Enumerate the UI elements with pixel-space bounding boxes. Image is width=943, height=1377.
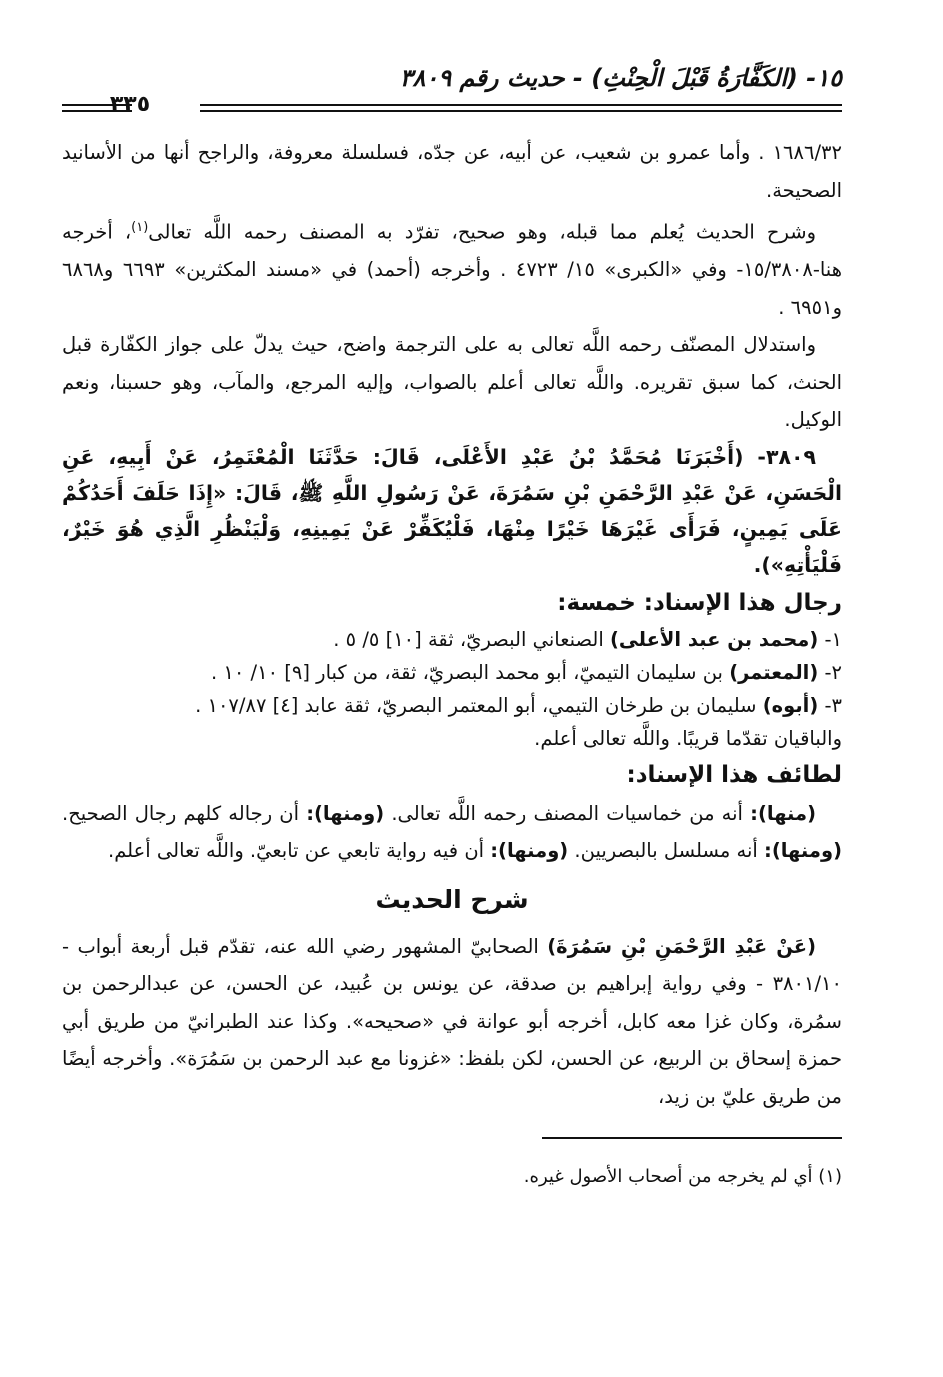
paragraph-1: ١٦٨٦/٣٢ . وأما عمرو بن شعيب، عن أبيه، عن جدّه، فسلسلة معروفة، والراجح أنها من الأسانيد الصحيحة. xyxy=(62,141,842,202)
lataif-marker: (ومنها): xyxy=(306,801,385,825)
narrator-name: (أبوه) xyxy=(762,693,819,717)
narrator-number: ٣- xyxy=(824,693,842,717)
lataif-marker: (ومنها): xyxy=(764,839,842,862)
rijal-closing: والباقيان تقدّما قريبًا. واللَّه تعالى أعلم. xyxy=(534,726,842,750)
lataif-text: أنه من خماسيات المصنف رحمه اللَّه تعالى. xyxy=(384,801,751,825)
narrator-description: بن سليمان التيميّ، أبو محمد البصريّ، ثقة، من كبار [٩] ١٠/ ١٠ . xyxy=(210,660,730,684)
sharh-lead: (عَنْ عَبْدِ الرَّحْمَنِ بْنِ سَمُرَةَ) xyxy=(547,934,817,958)
footnote-separator xyxy=(542,1137,842,1139)
running-header xyxy=(62,60,842,117)
narrator-number: ٢- xyxy=(824,660,842,684)
sharh-heading: شرح الحديث xyxy=(375,884,529,914)
narrator-item xyxy=(62,656,842,689)
header-double-rule xyxy=(200,104,842,112)
book-page xyxy=(62,60,842,1191)
page-number: ٣٣٥ xyxy=(109,92,151,117)
lataif-text: أن رجاله كلهم رجال الصحيح. xyxy=(62,801,307,825)
hadith-text: ٣٨٠٩- (أَخْبَرَنَا مُحَمَّدُ بْنُ عَبْدِ الأَعْلَى، قَالَ: حَدَّثَنَا الْمُعْتَمِرُ، عَنْ أَبِيهِ، عَنِ الْحَسَنِ، عَنْ عَبْدِ الرَّحْمَنِ بْنِ سَمُرَةَ، عَنْ رَسُولِ اللَّهِ ﷺ، قَالَ: «إِذَا حَلَفَ أَحَدُكُمْ عَلَى يَمِينٍ، فَرَأَى غَيْرَهَا خَيْرًا مِنْهَا، فَلْيُكَفِّرْ عَنْ يَمِينِهِ، وَلْيَنْظُرِ الَّذِي هُوَ خَيْرٌ، فَلْيَأْتِهِ»). xyxy=(62,444,842,577)
narrator-description: سليمان بن طرخان التيمي، أبو المعتمر البصريّ، ثقة عابد [٤] ١٠٧/٨٧ . xyxy=(195,693,763,717)
lataif-paragraph xyxy=(62,795,842,870)
lataif-text: أنه مسلسل بالبصريين. xyxy=(568,839,765,862)
paragraph-3: واستدلال المصنّف رحمه اللَّه تعالى به على الترجمة واضح، حيث يدلّ على جواز الكفّارة قبل الحنث، كما سبق تقريره. واللَّه تعالى أعلم بالصواب، وإليه المرجع، والمآب، وهو حسبنا، ونعم الوكيل. xyxy=(62,333,842,431)
narrator-item xyxy=(62,623,842,656)
lataif-marker: (منها): xyxy=(750,801,817,825)
paragraph-2-part-a: وشرح الحديث يُعلم مما قبله، وهو صحيح، تفرّد به المصنف رحمه اللَّه تعالى xyxy=(148,220,817,244)
chapter-title: ١٥- (الكَفَّارَةُ قَبْلَ الْحِنْثِ) - حديث رقم ٣٨٠٩ xyxy=(399,64,842,92)
page-body xyxy=(62,134,842,1191)
lataif-marker: (ومنها): xyxy=(490,839,569,862)
sharh-text: الصحابيّ المشهور رضي الله عنه، تقدّم قبل أربعة أبواب - ٣٨٠١/١٠ - وفي رواية إبراهيم بن صدقة، عن يونس بن عُبيد، عن الحسن، عن عبدالرحمن بن سمُرة، وكان غزا معه كابل، أخرجه أبو عوانة في «صحيحه». وكذا عند الطبرانيّ من طريق أبي حمزة إسحاق بن الربيع، عن الحسن، لكن بلفظ: «غزونا مع عبد الرحمن بن سَمُرَة». وأخرجه أيضًا من طريق عليّ بن زيد، xyxy=(62,934,842,1108)
lataif-heading: لطائف هذا الإسناد: xyxy=(626,761,842,788)
narrator-number: ١- xyxy=(824,627,842,651)
narrator-item xyxy=(62,689,842,722)
footnote: (١) أي لم يخرجه من أصحاب الأصول غيره. xyxy=(523,1166,842,1187)
page-number-double-rule xyxy=(62,104,132,112)
paragraph-2 xyxy=(62,209,842,326)
rijal-heading: رجال هذا الإسناد: خمسة: xyxy=(557,589,842,616)
narrator-name: (المعتمر) xyxy=(729,660,819,684)
footnote-marker: (١) xyxy=(131,220,149,235)
narrator-description: الصنعاني البصريّ، ثقة [١٠] ٥/ ٥ . xyxy=(333,627,610,651)
sharh-paragraph xyxy=(62,928,842,1116)
narrator-name: (محمد بن عبد الأعلى) xyxy=(609,627,819,651)
lataif-text: أن فيه رواية تابعي عن تابعيّ. واللَّه تعالى أعلم. xyxy=(108,839,491,862)
paragraph-2-part-b: ، أخرجه هنا-١٥/٣٨٠٨- وفي «الكبرى» ١٥/ ٤٧٢٣ . وأخرجه (أحمد) في «مسند المكثرين» ٦٦٩٣ و٦٨٦٨ و٦٩٥١ . xyxy=(62,220,842,319)
